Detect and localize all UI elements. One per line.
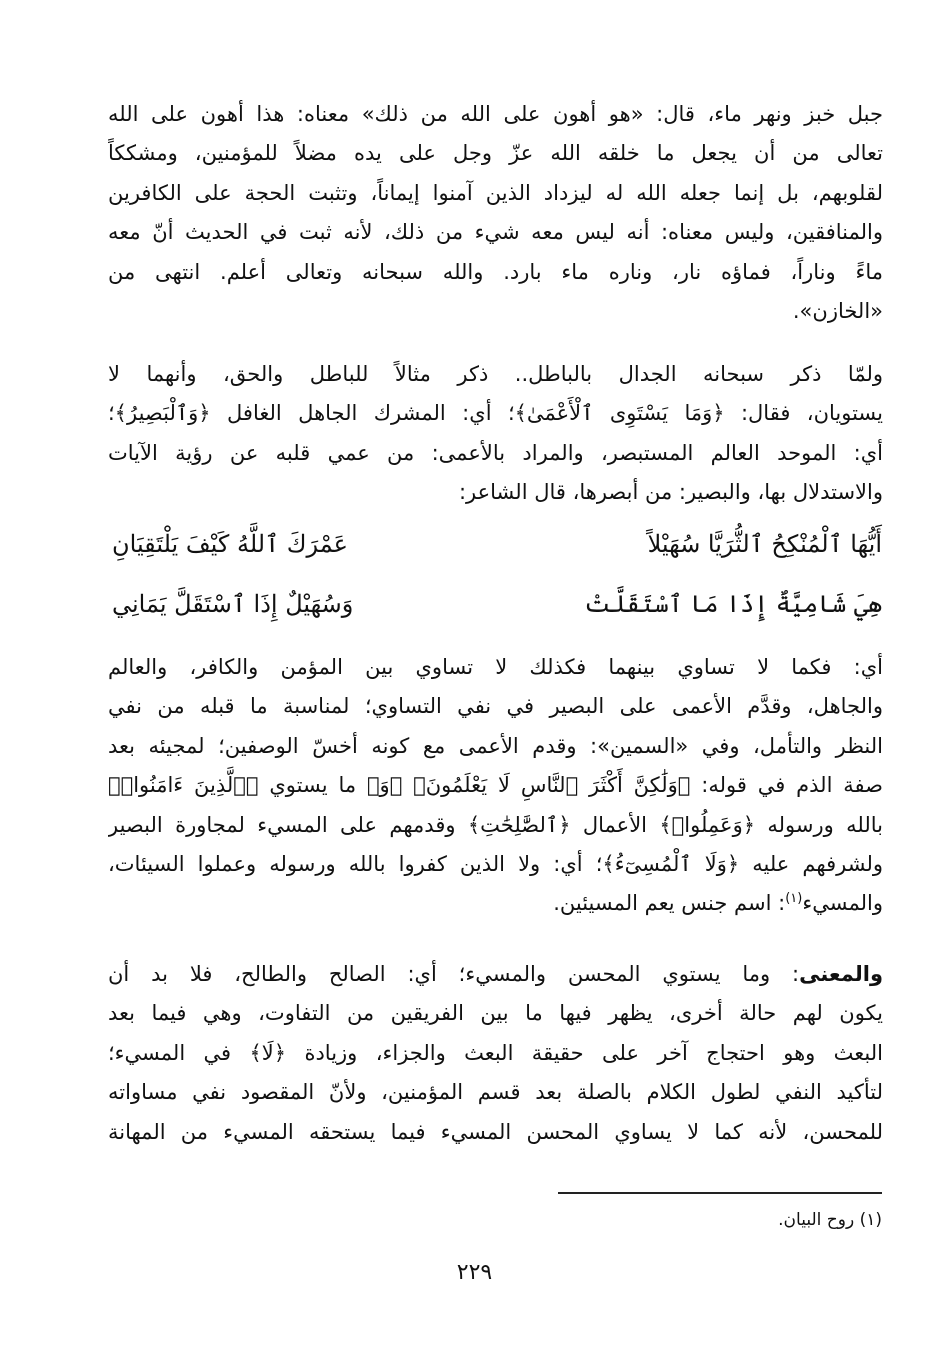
footnote-reference[interactable]: (١) [785,891,803,907]
text-line: البعث وهو احتجاج آخر على حقيقة البعث والجزاء، وزيادة ﴿لَا﴾ في المسيء؛ [108,1040,883,1065]
text-line: تعالى من أن يجعل ما خلقه الله عزّ وجل على يده مضلاً للمؤمنين، ومشككاً [108,141,883,166]
verse-row-1 [112,530,882,580]
text-line: ماءً وناراً، فماؤه نار، وناره ماء بارد. والله سبحانه وتعالى أعلم. انتهى من [108,259,883,284]
text-line: النظر والتأمل، وفي «السمين»: وقدم الأعمى مع كونه أخسّ الوصفين؛ لمجيئه بعد [108,733,883,758]
footnote [778,1206,882,1234]
text-line [108,884,883,923]
text-line: أي: فكما لا تساوي بينهما فكذلك لا تساوي بين المؤمن والكافر، والعالم [108,655,883,679]
page-number: ٢٢٩ [456,1260,493,1285]
text-line: ولمّا ذكر سبحانه الجدال بالباطل.. ذكر مثالاً للباطل والحق، وأنهما لا [108,362,883,386]
paragraph-4 [108,955,883,1152]
text-line: صفة الذم في قوله: ﴿وَلَٰكِنَّ أَكْثَرَ ٱلنَّاسِ لَا يَعْلَمُونَ﴾ ﴿وَ﴾ ما يستوي ﴿ٱلَّذِينَ ءَامَنُوا۟﴾ [108,773,883,798]
text-line: والمنافقين، وليس معناه: أنه ليس معه شيء من ذلك، لأنه ثبت في الحديث أنّ معه [108,220,883,245]
text-line: والجاهل، وقدَّم الأعمى على البصير في نفي التساوي؛ لمناسبة ما قبله من نفي [108,694,883,719]
bold-lead-word: والمعنى [799,962,883,986]
text-line: أي: الموحد العالم المستبصر، والمراد بالأعمى: من عمي قلبه عن رؤية الآيات [108,440,883,465]
text-segment: والمسيء [802,891,883,916]
text-line: لقلوبهم، بل إنما جعله الله له ليزداد الذين آمنوا إيماناً، وتثبت الحجة على الكافرين [108,180,883,205]
text-line: يكون لهم حالة أخرى، يظهر فيها ما بين الفريقين من التفاوت، وهي فيما بعد [108,1001,883,1026]
verse-hemistich-first: هِيَ شَامِيَّةٌ إِذَا مَا ٱسْتَقَلَّتْ [584,590,882,618]
verse-row-2 [112,590,882,640]
text-line: يستويان، فقال: ﴿وَمَا يَسْتَوِى ٱلْأَعْمَىٰ﴾؛ أي: المشرك الجاهل الغافل ﴿وَٱلْبَصِيرُ﴾؛ [108,401,883,426]
verse-hemistich-second: عَمْرَكَ ٱللَّهُ كَيْفَ يَلْتَقِيَانِ [112,530,348,558]
text-line: للمحسن، لأنه كما لا يساوي المحسن المسيء فيما يستحقه المسيء من المهانة [108,1119,883,1144]
paragraph-2 [108,355,883,513]
text-line: لتأكيد النفي لطول الكلام بالصلة بعد قسم المؤمنين، ولأنّ المقصود نفي مساواته [108,1080,883,1105]
verse-hemistich-second: وَسُهَيْلٌ إِذَا ٱسْتَقَلَّ يَمَانِي [112,590,354,618]
text-segment: : اسم جنس يعم المسيئين. [553,891,786,916]
verse-hemistich-first: أَيُّهَا ٱلْمُنْكِحُ ٱلثُّرَيَّا سُهَيْلاً [647,530,882,558]
text-line: جبل خبز ونهر ماء، قال: «هو أهون على الله من ذلك» معناه: هذا أهون على الله [108,102,883,126]
footnote-divider [558,1192,882,1194]
text-line [108,955,883,994]
footnote-marker: (١) [859,1210,882,1230]
text-segment: : وما يستوي المحسن والمسيء؛ أي: الصالح والطالح، فلا بد أن [108,962,800,986]
text-line: «الخازن». [792,299,883,324]
paragraph-1 [108,95,883,331]
footnote-text: روح البيان. [778,1210,855,1230]
text-line: والاستدلال بها، والبصير: من أبصرها، قال الشاعر: [458,480,883,505]
paragraph-3 [108,648,883,924]
text-line: ولشرفهم عليه ﴿وَلَا ٱلْمُسِىٓءُ﴾؛ أي: ولا الذين كفروا بالله ورسوله وعملوا السيئات، [108,852,883,877]
text-line: بالله ورسوله ﴿وَعَمِلُوا۟﴾ الأعمال ﴿ٱلصَّٰلِحَٰتِ﴾ وقدمهم على المسيء لمجاورة البصير [108,812,883,837]
